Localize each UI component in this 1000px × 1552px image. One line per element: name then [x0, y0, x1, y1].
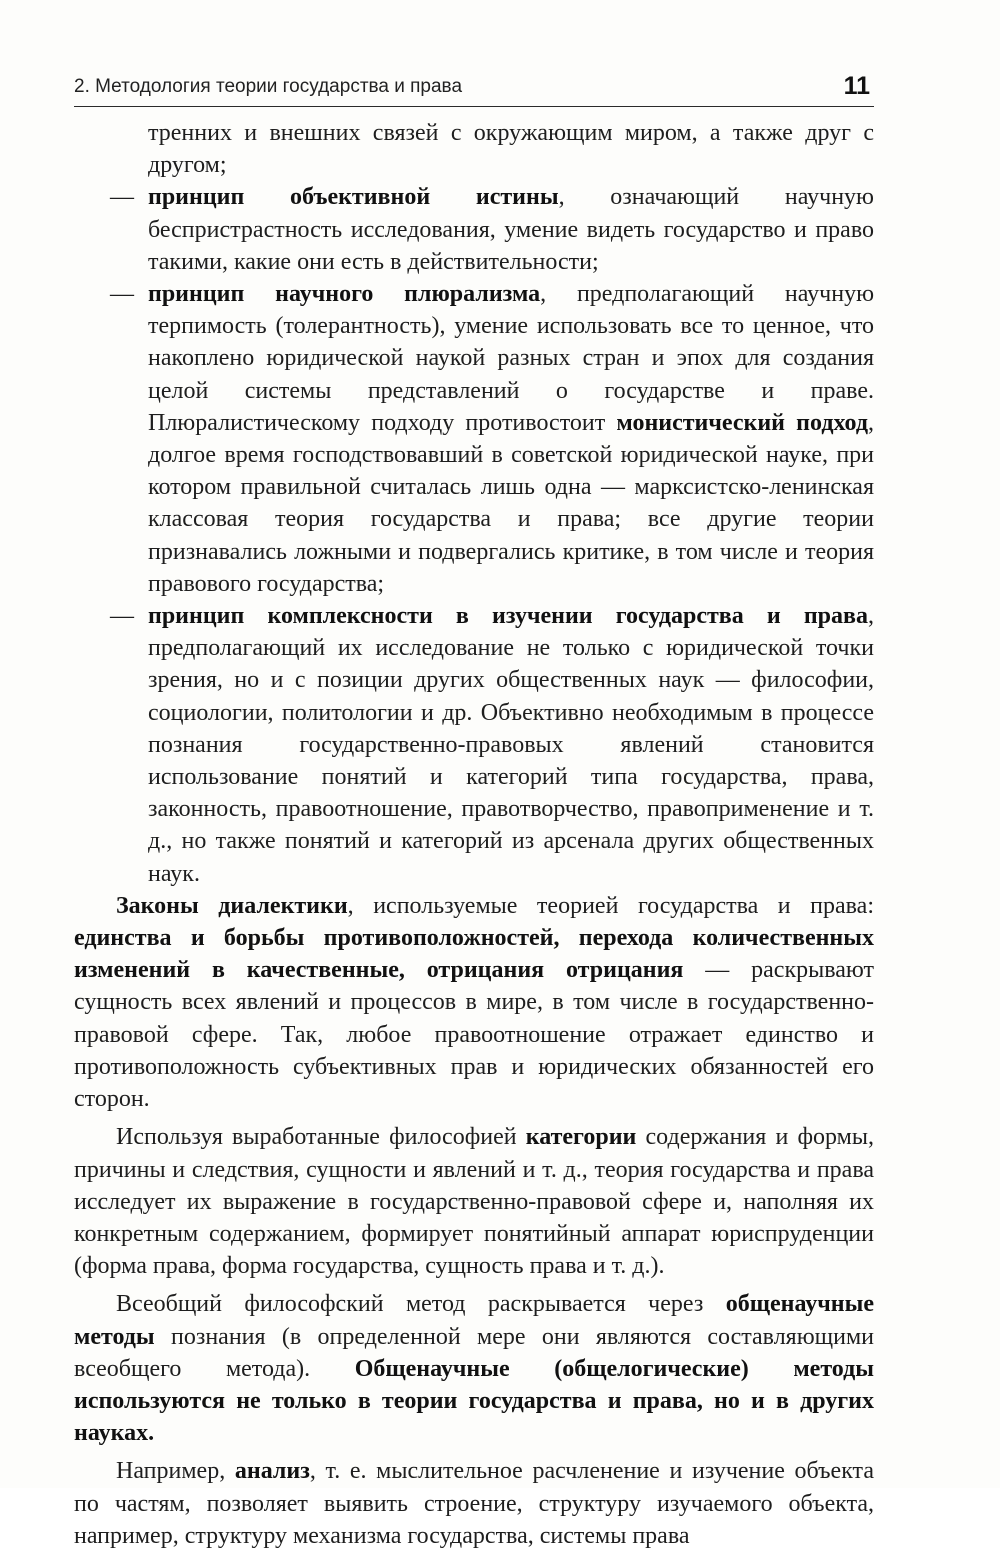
- list-item-pluralism: [74, 278, 874, 600]
- term-general-logical-methods: Общенаучные (общелогические) методы используются не только в теории государства и права, но и в других науках.: [74, 1355, 874, 1447]
- dash-marker: —: [110, 281, 134, 308]
- item-text: , предполагающий научную терпимость (толерантность), умение использовать все то ценное, что накоплено юридической наукой разных стран и эпох для создания целой системы представлений о государстве и праве. Плюралистическому подходу противостоит: [148, 281, 875, 436]
- paragraph-text: Всеобщий философский метод раскрывается через: [116, 1291, 726, 1318]
- term-analysis: анализ: [234, 1458, 310, 1485]
- continued-paragraph: тренних и внешних связей с окружающим миром, а также друг с другом;: [148, 120, 874, 179]
- term-general-methods: общенаучные методы: [74, 1291, 874, 1350]
- running-header: [74, 70, 874, 107]
- item-text: , предполагающий их исследование не только с юридической точки зрения, но и с позиции других общественных наук — философии, социологии, политологии и др. Объективно необходимым в процессе познания государственно-правовых явлений становится использование понятий и категорий типа государства, права, законность, правоотношение, правотворчество, правоприменение и т. д., но также понятий и категорий из арсенала других общественных наук.: [148, 603, 874, 887]
- paragraph-text: познания (в определенной мере они являются составляющими всеобщего метода).: [74, 1323, 874, 1382]
- paragraph-general-methods: [74, 1288, 874, 1449]
- paragraph-text: , т. е. мыслительное расчленение и изучение объекта по частям, позволяет выявить строение, структуру изучаемого объекта, например, структуру механизма государства, системы права: [74, 1458, 874, 1549]
- chapter-title: 2. Методология теории государства и права: [74, 76, 463, 97]
- paragraph-text: содержания и формы, причины и следствия, сущности и явлений и т. д., теория государства и права исследует их выражение в государственно-правовой сфере и, наполняя их конкретным содержанием, формирует понятийный аппарат юриспруденции (форма права, форма государства, сущность права и т. д.).: [74, 1124, 874, 1280]
- dash-marker: —: [110, 184, 134, 211]
- term-laws-list: единства и борьбы противоположностей, перехода количественных изменений в качественные, отрицания отрицания: [74, 925, 874, 984]
- list-item-complexity: [74, 600, 874, 890]
- paragraph-dialectic-laws: [74, 890, 874, 1115]
- term-objective-truth: принцип объективной истины: [148, 184, 559, 211]
- paragraph-text: Используя выработанные философией: [116, 1124, 526, 1151]
- term-categories: категории: [525, 1124, 637, 1151]
- paragraph-analysis: [74, 1455, 874, 1552]
- paragraph-categories: [74, 1121, 874, 1282]
- term-monistic-approach: монистический подход: [616, 409, 868, 436]
- paragraph-text: , используемые теорией государства и права:: [347, 892, 874, 919]
- list-item-objective-truth: [74, 181, 874, 278]
- dash-marker: —: [110, 603, 134, 630]
- paragraph-text: Например,: [116, 1458, 235, 1485]
- body-text: [74, 117, 874, 1552]
- paragraph-text: — раскрывают сущность всех явлений и процессов в мире, в том числе в государственно-правовой сфере. Так, любое правоотношение отражает единство и противоположность субъективных прав и юридических обязанностей его сторон.: [74, 957, 875, 1113]
- page-number: 11: [843, 72, 870, 100]
- term-dialectic-laws: Законы диалектики: [116, 892, 348, 919]
- term-scientific-pluralism: принцип научного плюрализма: [148, 281, 541, 308]
- item-text: , означающий научную беспристрастность исследования, умение видеть государство и право такими, какие они есть в действительности;: [148, 184, 874, 275]
- item-text: , долгое время господствовавший в советской юридической науке, при котором правильной считалась лишь одна — марксистско-ленинская классовая теория государства и права; все другие теории признавались ложными и подвергались критике, в том числе и теория правового государства;: [148, 409, 874, 597]
- term-complexity-principle: принцип комплексности в изучении государства и права: [148, 603, 868, 630]
